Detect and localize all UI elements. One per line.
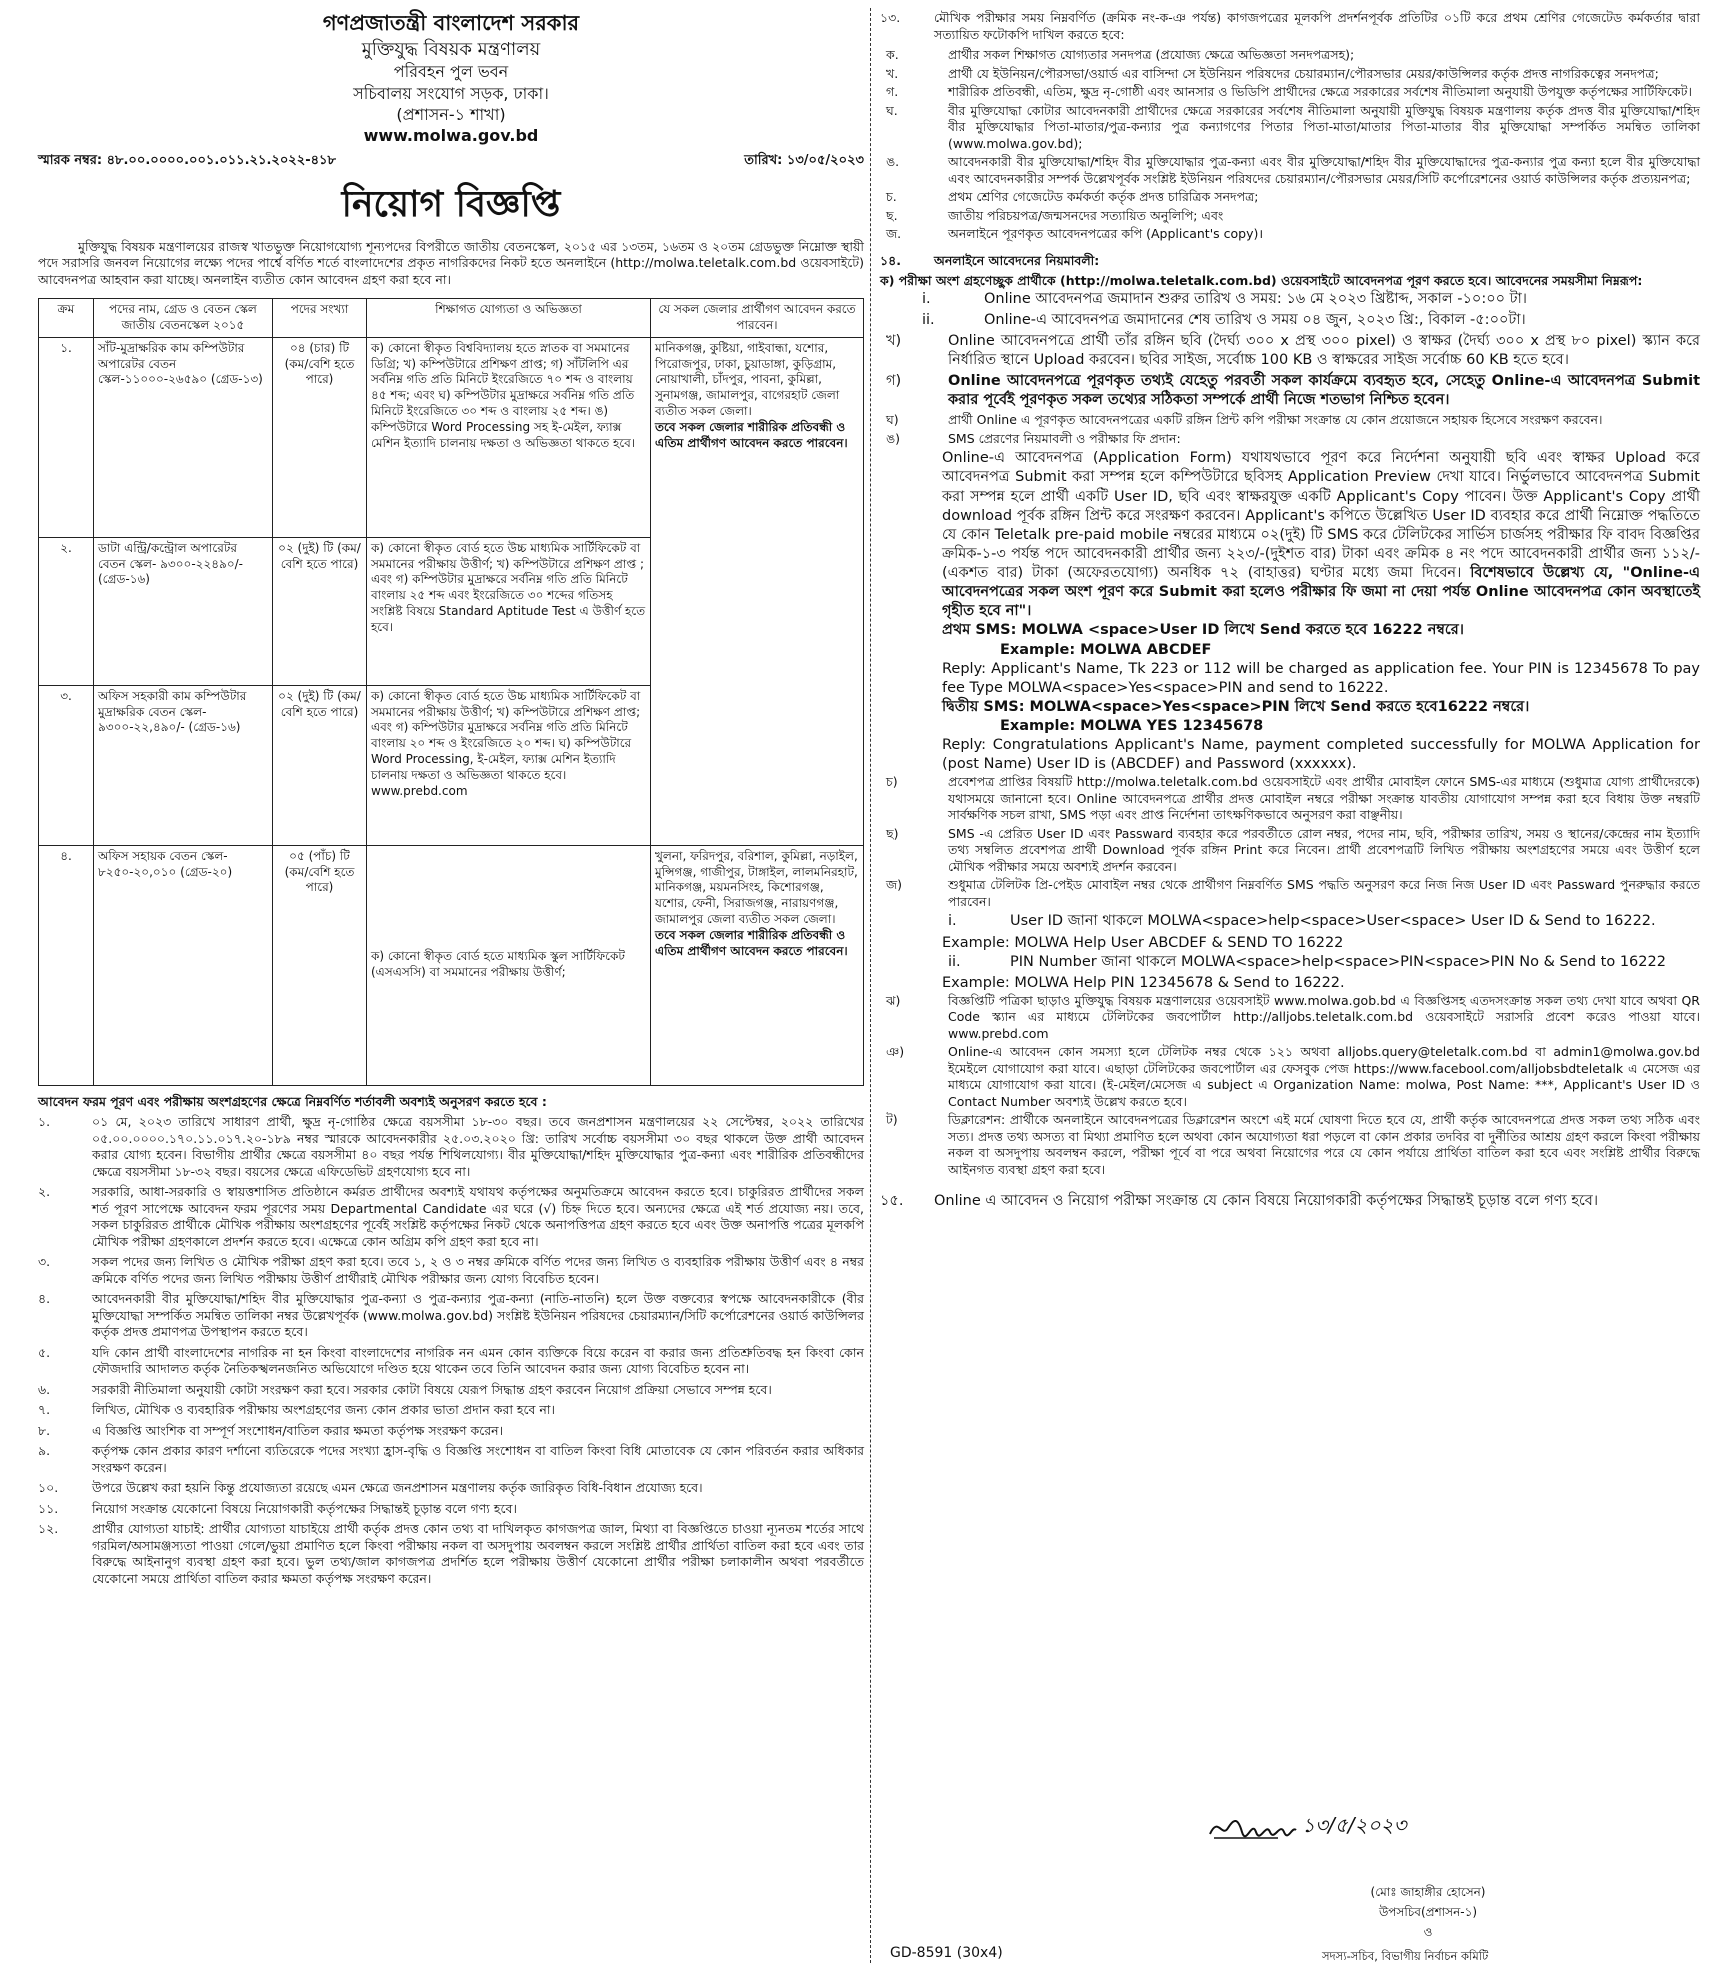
building-name: পরিবহন পুল ভবন: [393, 62, 509, 82]
signatory: [1208, 1884, 1548, 1944]
clause-14-jha: [880, 993, 1700, 1043]
item-text: মৌখিক পরীক্ষার সময় নিম্নবর্ণিত (ক্রমিক নং-ক-ঞ পর্যন্ত) কাগজপত্রের মূলকপি প্রদর্শনপূর্বক প্রতিটির ০১টি করে প্রথম শ্রেণির গেজেটেড কর্মকর্তার দ্বারা সত্যায়িত ফটোকপি দাখিল করতে হবে:: [934, 10, 1700, 42]
clause-14-declaration: [880, 1112, 1700, 1178]
clause-13-list: [880, 47, 1700, 243]
item-text: এ বিজ্ঞপ্তি আংশিক বা সম্পূর্ণ সংশোধন/বাতিল করার ক্ষমতা কর্তৃপক্ষ সংরক্ষণ করেন।: [92, 1422, 504, 1438]
item-text: SMS -এ প্রেরিত User ID এবং Passward ব্যবহার করে পরবর্তীতে রোল নম্বর, পদের নাম, ছবি, পরীক্ষার তারিখ, সময় ও স্থানের/কেন্দ্রের নাম ইত্যাদি তথ্য সম্বলিত প্রবেশপত্র প্রার্থী Download পূর্বক রঙ্গিন Print করে নিবেন। প্রার্থী প্রবেশপত্রটি লিখিত পরীক্ষায় অংশগ্রহণের সময়ে এবং উত্তীর্ণ হলে মৌখিক পরীক্ষার সময়ে অবশ্যই প্রদর্শন করবেন।: [948, 825, 1700, 874]
item-number: ছ): [886, 825, 899, 841]
list-item: [38, 1501, 864, 1518]
item-text: শুধুমাত্র টেলিটক প্রি-পেইড মোবাইল নম্বর থেকে প্রার্থীগণ নিম্নবর্ণিত SMS পদ্ধতি অনুসরণ করে নিজ নিজ User ID এবং Passward পুনরুদ্ধার করতে পারবেন।: [948, 877, 1700, 909]
row-qualification: ক) কোনো স্বীকৃত বোর্ড হতে মাধ্যমিক স্কুল সার্টিফিকেট (এসএসসি) বা সমমানের পরীক্ষায় উত্তীর্ণ;: [367, 845, 651, 1085]
item-text: লিখিত, মৌখিক ও ব্যবহারিক পরীক্ষায় অংশগ্রহণের জন্য কোন প্রকার ভাতা প্রদান করা হবে না।: [92, 1402, 555, 1418]
list-item: [880, 154, 1700, 187]
item-text: প্রবেশপত্র প্রাপ্তির বিষয়টি http://molwa.teletalk.com.bd ওয়েবসাইটে এবং প্রার্থীর মোবাইল ফোনে SMS-এর মাধ্যমে (শুধুমাত্র যোগ্য প্রার্থীদেরকে) যথাসময়ে জানানো হবে। Online আবেদনপত্রে প্রার্থীর প্রদত্ত মোবাইল নম্বরে পরীক্ষা সংক্রান্ত যাবতীয় যোগাযোগ সম্পন্ন করা হবে বিধায় উক্ত নম্বরটি সার্বক্ষণিক সচল রাখা, SMS পড়া এবং প্রাপ্ত নির্দেশনা তাৎক্ষণিকভাবে অনুসরণ করা বাঞ্ছনীয়।: [948, 774, 1700, 823]
sms-warning: বিশেষভাবে উল্লেখ্য যে, "Online-এ আবেদনপত্রের সকল অংশ পূরণ করে Submit করা হলেও পরীক্ষার ফি জমা না দেয়া পর্যন্ত Online আবেদনপত্র কোন অবস্থাতেই গৃহীত হবে না"।: [942, 565, 1700, 620]
item-text: কর্তৃপক্ষ কোন প্রকার কারণ দর্শানো ব্যতিরেকে পদের সংখ্যা হ্রাস-বৃদ্ধি ও বিজ্ঞপ্তি সংশোধন বা বাতিল কিংবা বিধি মোতাবেক যে কোন পরিবর্তন করার অধিকার সংরক্ষণ করেন।: [92, 1443, 864, 1475]
item-number: ঝ): [886, 992, 901, 1008]
item-number: ছ.: [886, 207, 898, 223]
list-item: [38, 1345, 864, 1378]
item-number: খ): [886, 332, 902, 349]
item-text: PIN Number জানা থাকলে MOLWA<space>help<space>PIN<space>PIN No & Send to 16222: [1010, 953, 1666, 970]
item-number: ৪.: [38, 1291, 51, 1307]
item-number: ১৫.: [880, 1193, 904, 1210]
signatory-designation: উপসচিব(প্রশাসন-১): [1378, 1905, 1478, 1919]
item-text: সকল পদের জন্য লিখিত ও মৌখিক পরীক্ষা গ্রহণ করা হবে। তবে ১, ২ ও ৩ নম্বর ক্রমিকে বর্ণিত পদের জন্য লিখিত ও ব্যবহারিক পরীক্ষায় উত্তীর্ণ এবং ৪ নম্বর ক্রমিকে বর্ণিত পদের জন্য লিখিত পরীক্ষায় উত্তীর্ণ প্রার্থীরাই মৌখিক পরীক্ষার জন্য যোগ্য বিবেচিত হবেন।: [92, 1254, 864, 1286]
item-number: i.: [948, 913, 957, 930]
ministry-name: মুক্তিযুদ্ধ বিষয়ক মন্ত্রণালয়: [361, 38, 541, 60]
clause-14-kha: [880, 332, 1700, 370]
item-text: উপরে উল্লেখ করা হয়নি কিন্তু প্রযোজ্যতা রয়েছে এমন ক্ষেত্রে জনপ্রশাসন মন্ত্রণালয় কর্তৃক জারিকৃত বিধি-বিধান প্রযোজ্য হবে।: [92, 1480, 703, 1496]
item-number: ii.: [948, 953, 961, 970]
row-post: সাঁট-মুদ্রাক্ষরিক কাম কম্পিউটার অপারেটর বেতন স্কেল-১১০০০-২৬৫৯০ (গ্রেড-১৩): [94, 337, 273, 537]
item-text: প্রথম শ্রেণির গেজেটেড কর্মকর্তা কর্তৃক প্রদত্ত চারিত্রিক সনদপত্র;: [948, 189, 1259, 204]
districts-note: তবে সকল জেলার শারীরিক প্রতিবন্ধী ও এতিম প্রার্থীগণ আবেদন করতে পারবেন।: [655, 927, 848, 958]
item-number: i.: [922, 290, 931, 307]
item-number: ৯.: [38, 1443, 51, 1459]
item-text: যদি কোন প্রার্থী বাংলাদেশের নাগরিক না হন কিংবা বাংলাদেশের নাগরিক নন এমন কোন ব্যক্তিকে বিয়ে করেন বা করার জন্য প্রতিশ্রুতিবদ্ধ হন কিংবা কোন ফৌজদারি আদালত কর্তৃক নৈতিকস্খলনজনিত অভিযোগে দণ্ডিত হয়ে থাকেন তবে তিনি আবেদন করার জন্য যোগ্য বিবেচিত হবেন না।: [92, 1344, 864, 1377]
signatory-and: ও: [1423, 1925, 1433, 1939]
districts-list: মানিকগঞ্জ, কুষ্টিয়া, গাইবান্ধা, যশোর, পিরোজপুর, ঢাকা, চুয়াডাঙ্গা, কুড়িগ্রাম, নোয়াখালী, চাঁদপুর, পাবনা, কুমিল্লা, সুনামগঞ্জ, জামালপুর, বাগেরহাট জেলা ব্যতীত সকল জেলা।: [655, 340, 840, 419]
list-item: [38, 1521, 864, 1587]
row-qualification: ক) কোনো স্বীকৃত বোর্ড হতে উচ্চ মাধ্যমিক সার্টিফিকেট বা সমমানের পরীক্ষায় উত্তীর্ণ; খ) কম্পিউটারে প্রশিক্ষণ প্রাপ্ত; এবং গ) কম্পিউটার মুদ্রাক্ষরে সর্বনিম্ন গতি প্রতি মিনিটে বাংলায় ২০ শব্দ ও ইংরেজিতে ২০ শব্দ। ঘ) কম্পিউটারে Word Processing, ই-মেইল, ফ্যাক্স মেশিন ইত্যাদি চালনায় দক্ষতা ও অভিজ্ঞতা থাকতে হবে। www.prebd.com: [367, 685, 651, 845]
item-text: আবেদনকারী বীর মুক্তিযোদ্ধা/শহিদ বীর মুক্তিযোদ্ধার পুত্র-কন্যা ও পুত্র-কন্যার পুত্র-কন্যা (নাতি-নাতনি) হলে উক্ত বক্তব্যের স্বপক্ষে আবেদনকারীকে (বীর মুক্তিযোদ্ধা সম্পর্কিত সমন্বিত তালিকা নম্বর উল্লেখপূর্বক (www.molwa.gov.bd) সংশ্লিষ্ট ইউনিয়ন পরিষদের চেয়ারম্যান/সিটি কর্পোরেশনের ওয়ার্ড কাউন্সিলর কর্তৃক প্রদত্ত প্রমাণপত্র উপস্থাপন করতে হবে।: [92, 1291, 864, 1340]
clause-14: [880, 253, 1700, 270]
list-item: [942, 912, 1700, 931]
vacancy-table: [38, 298, 864, 1086]
signatory-title: সদস্য-সচিব, বিভাগীয় নির্বাচন কমিটি: [1322, 1949, 1489, 1963]
item-text: প্রার্থী Online এ পূরণকৃত আবেদনপত্রের একটি রঙ্গিন প্রিন্ট কপি পরীক্ষা সংক্রান্ত যে কোন প্রয়োজনে সহায়ক হিসেবে সংরক্ষণ করবেন।: [948, 412, 1603, 428]
row-count: ০২ (দুই) টি (কম/বেশি হতে পারে): [273, 537, 367, 685]
sms-second-reply: Reply: Congratulations Applicant's Name, payment completed successfully for MOLWA Application for (post Name) User ID is (ABCDEF) and Password (xxxxxx).: [942, 737, 1700, 773]
item-text: আবেদনকারী বীর মুক্তিযোদ্ধা/শহিদ বীর মুক্তিযোদ্ধার পুত্র-কন্যা এবং বীর মুক্তিযোদ্ধা/শহিদ বীর মুক্তিযোদ্ধাদের পুত্র-কন্যার পুত্র কন্যা হলে বীর মুক্তিযোদ্ধা এবং আবেদনকারীর সম্পর্ক উল্লেখপূর্বক সংশ্লিষ্ট ইউনিয়ন পরিষদের চেয়ারম্যান/পৌরসভার মেয়র/সিটি কর্পোরেশনের ওয়ার্ড কাউন্সিলর কর্তৃক প্রত্যয়নপত্র;: [948, 154, 1700, 186]
item-text: বীর মুক্তিযোদ্ধা কোটার আবেদনকারী প্রার্থীদের ক্ষেত্রে সরকারের সর্বশেষ নীতিমালা অনুযায়ী মুক্তিযুদ্ধ বিষয়ক মন্ত্রণালয় কর্তৃক প্রদত্ত বীর মুক্তিযোদ্ধা/শহিদ বীর মুক্তিযোদ্ধার পিতা-মাতার/পুত্র-কন্যার পুত্র কন্যাগণের পিতার পিতা-মাতা/মাতার পিতা-মাতার বীর মুক্তিযোদ্ধা সম্পর্কিত সমন্বিত তালিকা (www.molwa.gov.bd);: [948, 102, 1700, 151]
header-sl: ক্রম: [39, 299, 94, 338]
row-sl: ১.: [39, 337, 94, 537]
list-item: [880, 47, 1700, 64]
list-item: [880, 84, 1700, 101]
item-text: শারীরিক প্রতিবন্ধী, এতিম, ক্ষুদ্র নৃ-গোষ্ঠী এবং আনসার ও ভিডিপি প্রার্থীদের ক্ষেত্রে সরকারের সর্বশেষ নীতিমালা অনুযায়ী উপযুক্ত কর্তৃপক্ষের সার্টিফিকেট।: [948, 84, 1692, 99]
item-number: ঘ.: [886, 102, 898, 118]
item-text: Online এ আবেদন ও নিয়োগ পরীক্ষা সংক্রান্ত যে কোন বিষয়ে নিয়োগকারী কর্তৃপক্ষের সিদ্ধান্তই চূড়ান্ত বলে গণ্য হবে।: [934, 1193, 1599, 1210]
item-text: জাতীয় পরিচয়পত্র/জন্মসনদের সত্যায়িত অনুলিপি; এবং: [948, 207, 1224, 223]
reference-line: [38, 152, 864, 169]
deadline-list: [880, 290, 1700, 330]
row-post: অফিস সহকারী কাম কম্পিউটার মুদ্রাক্ষরিক বেতন স্কেল- ৯৩০০-২২,৪৯০/- (গ্রেড-১৬): [94, 685, 273, 845]
row-sl: ৪.: [39, 845, 94, 1085]
list-item: [880, 103, 1700, 153]
clause-13: [880, 10, 1700, 43]
conditions-list: [38, 1114, 864, 1587]
item-text: অনলাইনে পূরণকৃত আবেদনপত্রের কপি (Applicant's copy)।: [948, 226, 1264, 241]
item-number: জ): [886, 877, 903, 893]
row-sl: ৩.: [39, 685, 94, 845]
letterhead: [38, 10, 864, 146]
header-qualification: শিক্ষাগত যোগ্যতা ও অভিজ্ঞতা: [367, 299, 651, 338]
list-item: [916, 311, 1700, 330]
item-number: ঙ): [886, 430, 901, 446]
header-post: পদের নাম, গ্রেড ও বেতন স্কেল জাতীয় বেতনস্কেল ২০১৫: [94, 299, 273, 338]
list-item: [38, 1480, 864, 1497]
item-text: User ID জানা থাকলে MOLWA<space>help<space>User<space> User ID & Send to 16222.: [1010, 913, 1656, 930]
item-number: ট): [886, 1112, 898, 1128]
item-text: বিজ্ঞপ্তিটি পত্রিকা ছাড়াও মুক্তিযুদ্ধ বিষয়ক মন্ত্রণালয়ের ওয়েবসাইট www.molwa.gob.bd এ বিজ্ঞপ্তিসহ এতদসংক্রান্ত সকল তথ্য দেখা যাবে অথবা QR Code স্ক্যান এর মাধ্যমে টেলিটকের জবপোর্টাল http://alljobs.teletalk.com.bd ওয়েবসাইটে সরাসরি প্রবেশ করেও পাওয়া যাবে।www.prebd.com: [948, 992, 1700, 1041]
list-item: [38, 1291, 864, 1341]
item-text: Online আবেদনপত্রে প্রার্থী তাঁর রঙ্গিন ছবি (দৈর্ঘ্য ৩০০ x প্রস্থ ৩০০ pixel) ও স্বাক্ষর (দৈর্ঘ্য ৩০০ x প্রস্থ ৮০ pixel) স্ক্যান করে নির্ধারিত স্থানে Upload করবেন। ছবির সাইজ, সর্বোচ্চ 100 KB ও স্বাক্ষরের সাইজ সর্বোচ্চ 60 KB হতে হবে।: [948, 332, 1700, 368]
header-count: পদের সংখ্যা: [273, 299, 367, 338]
gd-code: GD-8591 (30x4): [890, 1945, 1003, 1961]
column-divider: [870, 8, 871, 1963]
left-column: [38, 10, 864, 1591]
item-number: জ.: [886, 226, 902, 241]
table-row: [39, 337, 864, 537]
clause-14-ka: ক) পরীক্ষা অংশ গ্রহণেচ্ছুক প্রার্থীকে (http://molwa.teletalk.com.bd) ওয়েবসাইটে আবেদনপত্র পূরণ করতে হবে। আবেদনের সময়সীমা নিম্নরূপ:: [880, 273, 1643, 288]
sms-first-example: Example: MOLWA ABCDEF: [1000, 641, 1212, 658]
item-number: ১৪.: [880, 252, 901, 268]
item-number: ১২.: [38, 1521, 59, 1537]
header-districts: যে সকল জেলার প্রার্থীগণ আবেদন করতে পারবেন।: [651, 299, 864, 338]
sms-first-reply: Reply: Applicant's Name, Tk 223 or 112 will be charged as application fee. Your PIN is 12345678 To pay fee Type MOLWA<space>Yes<space>PIN and send to 16222.: [942, 660, 1700, 696]
item-number: ক.: [886, 47, 899, 62]
item-number: খ.: [886, 65, 899, 81]
list-item: [38, 1382, 864, 1399]
item-text: Online আবেদনপত্রে পূরণকৃত তথ্যই যেহেতু পরবর্তী সকল কার্যক্রমে ব্যবহৃত হবে, সেহেতু Online-এ আবেদনপত্র Submit করার পূর্বেই পূরণকৃত সকল তথ্যের সঠিকতা সম্পর্কে প্রার্থী নিজে শতভাগ নিশ্চিত হবেন।: [948, 373, 1700, 409]
row-count: ০৪ (চার) টি (কম/বেশি হতে পারে): [273, 337, 367, 537]
list-item: [38, 1423, 864, 1440]
item-text: প্রার্থীর যোগ্যতা যাচাই: প্রার্থীর যোগ্যতা যাচাইয়ে প্রার্থী কর্তৃক প্রদত্ত কোন তথ্য বা দাখিলকৃত কাগজপত্র জাল, মিথ্যা বা বিজ্ঞপ্তিতে চাওয়া ন্যূনতম শর্তের সাথে গরমিল/অসামঞ্জস্যতা পাওয়া গেলে/ভুয়া প্রমাণিত হলে কিংবা পরীক্ষায় নকল বা অসদুপায় অবলম্বন করলে সংশ্লিষ্ট প্রার্থীর প্রার্থিতা বাতিল করা হবে এবং তার বিরুদ্ধে আইনানুগ ব্যবস্থা গ্রহণ করা হবে। ভুল তথ্য/জাল কাগজপত্র প্রদর্শিত হলে পরীক্ষায় উত্তীর্ণ যেকোনো প্রার্থীর পরীক্ষা চলাকালীন অথবা পরবর্তীতে যেকোনো সময়ে প্রার্থিতা বাতিল করার ক্ষমতা কর্তৃপক্ষ সংরক্ষণ করেন।: [92, 1521, 864, 1586]
item-number: ১১.: [38, 1500, 59, 1516]
page-title: নিয়োগ বিজ্ঞপ্তি: [341, 184, 561, 226]
signature-icon: [1208, 1808, 1298, 1844]
row-count: ০৫ (পাঁচ) টি (কম/বেশি হতে পারে): [273, 845, 367, 1085]
sms-body: Online-এ আবেদনপত্র (Application Form) যথাযথভাবে পূরণ করে নির্দেশনা অনুযায়ী ছবি এবং স্বাক্ষর Upload করে আবেদনপত্র Submit করা সম্পন্ন হলে কম্পিউটারে ছবিসহ Application Preview দেখা যাবে। নির্ভুলভাবে আবেদনপত্র Submit করা সম্পন্ন হলে প্রার্থী একটি User ID, ছবি এবং স্বাক্ষরযুক্ত একটি Applicant's Copy পাবেন। উক্ত Applicant's Copy প্রার্থী download পূর্বক রঙ্গিন প্রিন্ট করে সংরক্ষণ করবেন। Applicant's কপিতে উল্লেখিত User ID ব্যবহার করে প্রার্থী নিম্নোক্ত পদ্ধতিতে যে কোন Teletalk pre-paid mobile নম্বরের মাধ্যমে ০২(দুই) টি SMS করে টেলিটকের সার্ভিস চার্জসহ পরীক্ষার ফি বাবদ বিজ্ঞপ্তির ক্রমিক-১-৩ পর্যন্ত পদে আবেদনকারী প্রার্থীর জন্য ২২৩/-(দুইশত বার) টাকা এবং ক্রমিক ৪ নং পদে আবেদনকারী প্রার্থীর জন্য ১১২/- (একশত বার) টাকা (অফেরতযোগ্য) অনধিক ৭২ (বাহাত্তর) ঘণ্টার মধ্যে জমা দিবেন।: [942, 450, 1700, 581]
address: সচিবালয় সংযোগ সড়ক, ঢাকা।: [353, 83, 549, 103]
item-title: SMS প্রেরণের নিয়মাবলী ও পরীক্ষার ফি প্রদান:: [948, 430, 1181, 446]
item-number: ৬.: [38, 1381, 51, 1397]
row-count: ০২ (দুই) টি (কম/বেশি হতে পারে): [273, 685, 367, 845]
item-number: চ.: [886, 189, 897, 204]
list-item: [942, 953, 1700, 972]
list-item: [38, 1402, 864, 1419]
right-column: [880, 10, 1700, 1216]
signature-date: ১৩/৫/২০২৩: [1302, 1813, 1407, 1837]
list-item: [880, 189, 1700, 206]
list-item: [38, 1254, 864, 1287]
item-number: ৮.: [38, 1422, 51, 1438]
row-post: অফিস সহায়ক বেতন স্কেল- ৮২৫০-২০,০১০ (গ্রেড-২০): [94, 845, 273, 1085]
clause-14-gha: [880, 412, 1700, 429]
issue-date: তারিখ: ১৩/০৫/২০২৩: [744, 152, 864, 168]
item-number: ১.: [38, 1114, 51, 1130]
list-item: [38, 1443, 864, 1476]
clause-14-yna: [880, 1044, 1700, 1110]
item-number: গ): [886, 373, 902, 389]
item-text: প্রার্থীর সকল শিক্ষাগত যোগ্যতার সনদপত্র (প্রযোজ্য ক্ষেত্রে অভিজ্ঞতা সনদপত্রসহ);: [948, 47, 1355, 62]
list-item: [38, 1114, 864, 1180]
item-text: Online-এ আবেদন কোন সমস্যা হলে টেলিটক নম্বর থেকে ১২১ অথবা alljobs.query@teletalk.com.bd বা admin1@molwa.gov.bd ইমেইলে যোগাযোগ করা যাবে। এছাড়া টেলিটকের জবপোর্টাল এর ফেসবুক পেজ https://www.facebool.com/alljobsbdteletalk এ মেসেজ এর মাধ্যমে যোগাযোগ করা যাবে। (ই-মেইল/মেসেজ এ subject এ Organization Name: molwa, Post Name: ***, Applicant's User ID ও Contact Number অবশ্যই উল্লেখ করতে হবে।: [948, 1044, 1700, 1109]
item-text: সরকারি, আধা-সরকারি ও স্বায়ত্তশাসিত প্রতিষ্ঠানে কর্মরত প্রার্থীদের অবশ্যই যথাযথ কর্তৃপক্ষের অনুমতিক্রমে আবেদন করতে হবে। চাকুরিরত প্রার্থীদের সকল শর্ত পূরণ সাপেক্ষে আবেদন ফরম পূরণের সময় Departmental Candidate এর ঘরে (√) চিহ্ন দিতে হবে। অন্যদের ক্ষেত্রে এই শর্ত প্রযোজ্য নয়। তবে, সকল চাকুরিরত প্রার্থীকে মৌখিক পরীক্ষায় অংশগ্রহণের পূর্বেই সংশ্লিষ্ট কর্তৃপক্ষের নিকট থেকে অনাপত্তিপত্র গ্রহণ করতে হবে এবং উক্ত অনাপত্তি পত্রের মূলকপি মৌখিক পরীক্ষা গ্রহণকালে প্রদর্শন করতে হবে। এক্ষেত্রে কোন অগ্রিম কপি গ্রহণ করা হবে না।: [92, 1184, 864, 1249]
conditions-title: আবেদন ফরম পূরণ এবং পরীক্ষায় অংশগ্রহণের ক্ষেত্রে নিম্নবর্ণিত শর্তাবলী অবশ্যই অনুসরণ করতে হবে :: [38, 1093, 547, 1109]
signature-block: [1208, 1808, 1688, 1944]
clause-15: [880, 1192, 1700, 1211]
sms-second-example: Example: MOLWA YES 12345678: [1000, 718, 1264, 734]
item-number: গ.: [886, 84, 899, 99]
row-post: ডাটা এন্ট্রি/কন্ট্রোল অপারেটর বেতন স্কেল- ৯৩০০-২২৪৯০/- (গ্রেড-১৬): [94, 537, 273, 685]
row-qualification: ক) কোনো স্বীকৃত বোর্ড হতে উচ্চ মাধ্যমিক সার্টিফিকেট বা সমমানের পরীক্ষায় উত্তীর্ণ; খ) কম্পিউটারে প্রশিক্ষণ প্রাপ্ত ; এবং গ) কম্পিউটার মুদ্রাক্ষরে সর্বনিম্ন গতি প্রতি মিনিটে বাংলায় ২৫ শব্দ এবং ইংরেজিতে ৩০ শব্দের গতিসহ সংশ্লিষ্ট বিষয়ে Standard Aptitude Test এ উত্তীর্ণ হতে হবে।: [367, 537, 651, 685]
memo-number: স্মারক নম্বর: ৪৮.০০.০০০০.০০১.০১১.২১.২০২২-৪১৮: [38, 152, 336, 168]
item-number: ৩.: [38, 1254, 51, 1270]
item-text: ০১ মে, ২০২৩ তারিখে সাধারণ প্রার্থী, ক্ষুদ্র নৃ-গোষ্ঠির ক্ষেত্রে বয়সসীমা ১৮-৩০ বছর। তবে জনপ্রশাসন মন্ত্রণালয়ের ২২ সেপ্টেম্বর, ২০২২ তারিখের ০৫.০০.০০০০.১৭০.১১.০১৭.২০-১৮৯ নম্বর স্মারকে আবেদনকারীর ২৫.০৩.২০২০ খ্রি: তারিখ সর্বোচ্চ বয়সসীমা ৩০ বছর থাকলে উক্ত প্রার্থী আবেদন করার যোগ্য হবেন। বিভাগীয় প্রার্থীর ক্ষেত্রে বয়সসীমা ৪০ বছর পর্যন্ত শিথিলযোগ্য। বীর মুক্তিযোদ্ধা/শহিদ মুক্তিযোদ্ধার পুত্র-কন্যা এবং শারীরিক প্রতিবন্ধীদের ক্ষেত্রে বয়সসীমা ১৮-৩২ বছর। বয়সের ক্ষেত্রে এফিডেভিট গ্রহণযোগ্য হবে না।: [92, 1114, 864, 1179]
sms-instructions: [880, 449, 1700, 621]
govt-name: গণপ্রজাতন্ত্রী বাংলাদেশ সরকার: [322, 11, 580, 35]
table-header-row: [39, 299, 864, 338]
signatory-name: (মোঃ জাহাঙ্গীর হোসেন): [1370, 1885, 1486, 1899]
districts-list: খুলনা, ফরিদপুর, বরিশাল, কুমিল্লা, নড়াইল, মুন্সিগঞ্জ, গাজীপুর, টাঙ্গাইল, লালমনিরহাট, মানিকগঞ্জ, ময়মনসিংহ, কিশোরগঞ্জ, যশোর, ফেনী, সিরাজগঞ্জ, নারায়ণগঞ্জ, জামালপুর জেলা ব্যতীত সকল জেলা।: [655, 848, 858, 927]
list-item: [38, 1184, 864, 1250]
website-link[interactable]: www.molwa.gov.bd: [363, 125, 539, 145]
recovery-example: Example: MOLWA Help PIN 12345678 & Send to 16222.: [942, 974, 1345, 991]
clause-14-ga: [880, 372, 1700, 410]
row-qualification: ক) কোনো স্বীকৃত বিশ্ববিদ্যালয় হতে স্নাতক বা সমমানের ডিগ্রি; খ) কম্পিউটারে প্রশিক্ষণ প্রাপ্ত; গ) সাঁটলিপি এর সর্বনিম্ন গতি প্রতি মিনিটে ইংরেজিতে ৭০ শব্দ ও বাংলায় ৪৫ শব্দ; এবং ঘ) কম্পিউটার মুদ্রাক্ষরে সর্বনিম্ন গতি প্রতি মিনিটে ইংরেজিতে ৩০ শব্দ ও বাংলায় ২৫ শব্দ। ঙ) কম্পিউটারে Word Processing সহ ই-মেইল, ফ্যাক্স মেশিন ইত্যাদি চালনায় দক্ষতা ও অভিজ্ঞতা থাকতে হবে।: [367, 337, 651, 537]
signature-line: [1208, 1808, 1688, 1844]
list-item: [880, 66, 1700, 83]
item-number: ২.: [38, 1184, 51, 1200]
row-districts: [651, 337, 864, 845]
item-number: ১০.: [38, 1480, 59, 1496]
item-number: ১৩.: [880, 10, 901, 25]
item-number: ঞ): [886, 1044, 905, 1060]
row-sl: ২.: [39, 537, 94, 685]
item-number: ii.: [922, 311, 935, 328]
clause-14-cha: [880, 774, 1700, 824]
item-text: সরকারী নীতিমালা অনুযায়ী কোটা সংরক্ষণ করা হবে। সরকার কোটা বিষয়ে যেরূপ সিদ্ধান্ত গ্রহণ করবেন নিয়োগ প্রক্রিয়া সেভাবে সম্পন্ন হবে।: [92, 1381, 772, 1397]
row-districts: [651, 845, 864, 1085]
item-text: Online আবেদনপত্র জমাদান শুরুর তারিখ ও সময়: ১৬ মে ২০২৩ খ্রিষ্টাব্দ, সকাল -১০:০০ টা।: [984, 290, 1527, 307]
item-text: নিয়োগ সংক্রান্ত যেকোনো বিষয়ে নিয়োগকারী কর্তৃপক্ষের সিদ্ধান্তই চূড়ান্ত বলে গণ্য হবে।: [92, 1500, 517, 1516]
intro-paragraph: মুক্তিযুদ্ধ বিষয়ক মন্ত্রণালয়ের রাজস্ব খাতভুক্ত নিয়োগযোগ্য শূন্যপদের বিপরীতে জাতীয় বেতনস্কেল, ২০১৫ এর ১৩তম, ১৬তম ও ২০তম গ্রেডভুক্ত নিম্নোক্ত স্থায়ী পদে সরাসরি জনবল নিয়োগের লক্ষ্যে পদের পার্শ্বে বর্ণিত শর্তে বাংলাদেশের প্রকৃত নাগরিকদের নিকট হতে অনলাইনে (http://molwa.teletalk.com.bd ওয়েবসাইটে) আবেদনপত্র আহবান করা যাচ্ছে। অনলাইন ব্যতীত কোন আবেদন গ্রহণ করা হবে না।: [38, 238, 864, 287]
list-item: [880, 208, 1700, 225]
clause-14-ja: [880, 877, 1700, 910]
item-number: চ): [886, 774, 898, 790]
clause-14-chha: [880, 826, 1700, 876]
sms-second: দ্বিতীয় SMS: MOLWA<space>Yes<space>PIN লিখে Send করতে হবে16222 নম্বরে।: [942, 698, 1530, 715]
item-text: Online-এ আবেদনপত্র জমাদানের শেষ তারিখ ও সময় ০৪ জুন, ২০২৩ খ্রি:, বিকাল -৫:০০টা।: [984, 311, 1526, 328]
recovery-example: Example: MOLWA Help User ABCDEF & SEND TO 16222: [942, 934, 1344, 951]
clause-14-title: অনলাইনে আবেদনের নিয়মাবলী:: [934, 252, 1100, 268]
item-number: ৭.: [38, 1402, 51, 1418]
item-text: প্রার্থী যে ইউনিয়ন/পৌরসভা/ওয়ার্ড এর বাসিন্দা সে ইউনিয়ন পরিষদের চেয়ারম্যান/পৌরসভার মেয়র/কাউন্সিলর কর্তৃক প্রদত্ত নাগরিকত্বের সনদপত্র;: [948, 65, 1659, 81]
recovery-list: [880, 912, 1700, 993]
list-item: [916, 290, 1700, 309]
branch: (প্রশাসন-১ শাখা): [396, 104, 506, 124]
item-text: ডিক্লারেশন: প্রার্থীকে অনলাইনে আবেদনপত্রের ডিক্লারেশন অংশে এই মর্মে ঘোষণা দিতে হবে যে, প্রার্থী কর্তৃক আবেদনপত্রে প্রদত্ত সকল তথ্য সঠিক এবং সত্য। প্রদত্ত তথ্য অসত্য বা মিথ্যা প্রমাণিত হলে অথবা কোন অযোগ্যতা ধরা পড়লে বা কোন প্রকার তদবির বা দুর্নীতির আশ্রয় গ্রহণ করলে কিংবা পরীক্ষায় নকল বা অসদুপায় অবলম্বন করলে, পরীক্ষা পূর্বে বা পরে অথবা নিয়োগের পরে যে কোন পর্যায়ে প্রার্থিতা বাতিল করা হবে এবং সংশ্লিষ্ট প্রার্থীর বিরুদ্ধে আইনগত ব্যবস্থা গ্রহণ করা হবে।: [948, 1112, 1700, 1177]
sms-first: প্রথম SMS: MOLWA <space>User ID লিখে Send করতে হবে 16222 নম্বরে।: [942, 622, 1464, 639]
item-number: ঘ): [886, 412, 899, 428]
item-number: ৫.: [38, 1344, 51, 1360]
item-number: ঙ.: [886, 154, 900, 169]
clause-14-uma: [880, 431, 1700, 448]
list-item: [880, 226, 1700, 243]
table-row: [39, 845, 864, 1085]
districts-note: তবে সকল জেলার শারীরিক প্রতিবন্ধী ও এতিম প্রার্থীগণ আবেদন করতে পারবেন।: [655, 419, 848, 450]
